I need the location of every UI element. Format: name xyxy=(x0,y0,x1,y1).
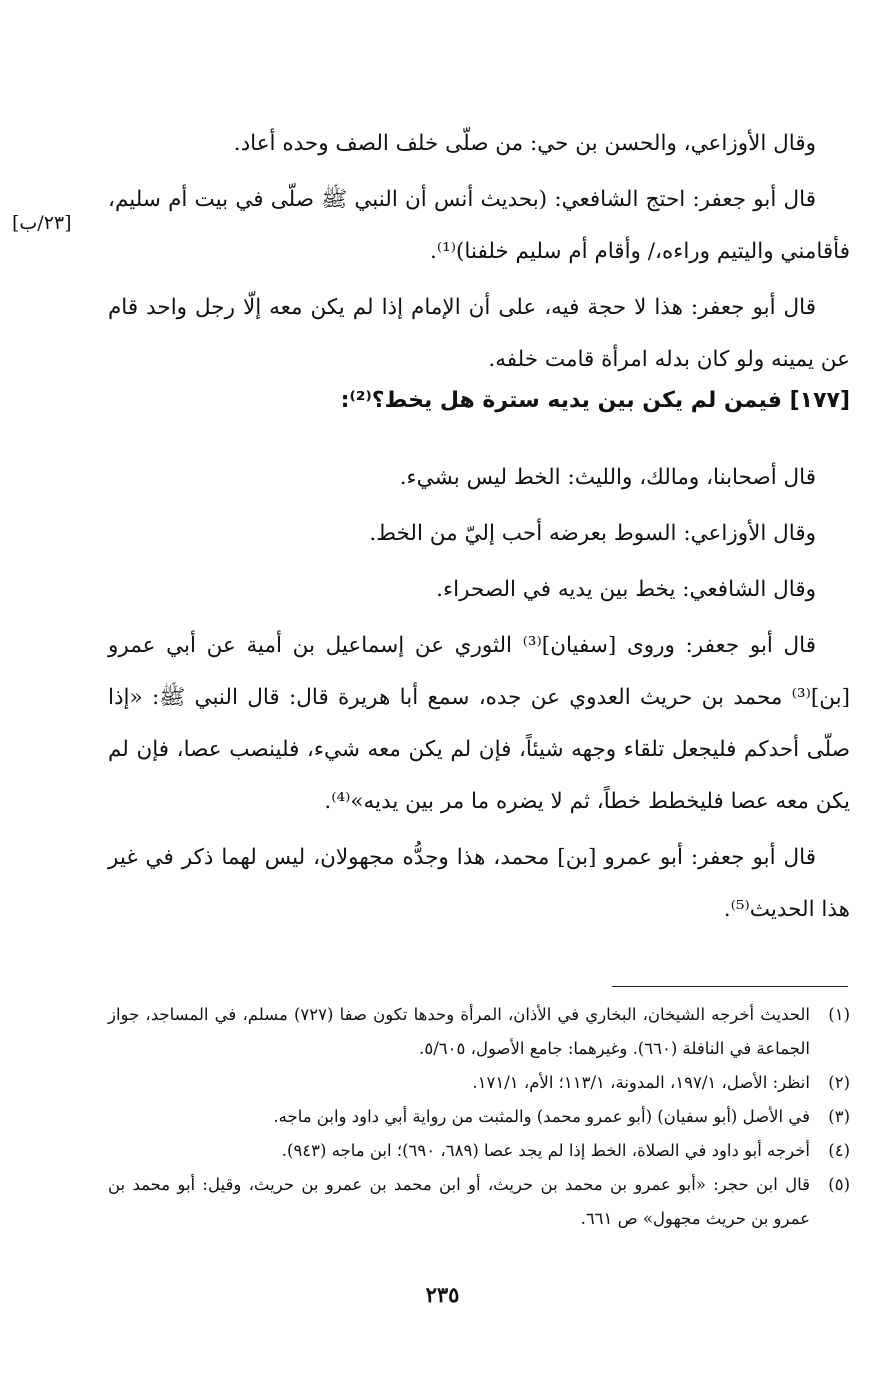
footnote xyxy=(108,1134,850,1168)
footnote-number: (٥) xyxy=(828,1175,850,1194)
footnote-separator xyxy=(612,986,848,987)
footnote xyxy=(108,1168,850,1236)
section-heading: [١٧٧] فيمن لم يكن بين يديه سترة هل يخط؟⁽²⁾: xyxy=(340,388,850,413)
footnote-text: أخرجه أبو داود في الصلاة، الخط إذا لم يجد عصا (٦٨٩، ٦٩٠)؛ ابن ماجه (٩٤٣). xyxy=(281,1141,810,1160)
footnote xyxy=(108,1066,850,1100)
margin-folio-note: [٢٣/ب] xyxy=(12,212,72,234)
paragraph: قال أبو جعفر: أبو عمرو [بن] محمد، هذا وجدُّه مجهولان، ليس لهما ذكر في غير هذا الحديث⁽⁵⁾. xyxy=(108,845,850,922)
body-text-top xyxy=(108,118,850,390)
body-text-bottom xyxy=(108,452,850,940)
footnote-number: (٤) xyxy=(828,1141,850,1160)
paragraph: قال أصحابنا، ومالك، والليث: الخط ليس بشيء. xyxy=(399,465,816,490)
footnote-number: (٣) xyxy=(828,1107,850,1126)
paragraph: قال أبو جعفر: هذا لا حجة فيه، على أن الإمام إذا لم يكن معه إلّا رجل واحد قام عن يمينه ولو كان بدله امرأة قامت خلفه. xyxy=(108,295,850,372)
footnotes xyxy=(108,998,850,1236)
footnote xyxy=(108,1100,850,1134)
paragraph: وقال الشافعي: يخط بين يديه في الصحراء. xyxy=(436,577,816,602)
page-number: ٢٣٥ xyxy=(425,1282,460,1307)
paragraph: وقال الأوزاعي، والحسن بن حي: من صلّى خلف الصف وحده أعاد. xyxy=(233,131,816,156)
footnote-number: (١) xyxy=(828,1005,850,1024)
footnote-number: (٢) xyxy=(828,1073,850,1092)
footnote-text: الحديث أخرجه الشيخان، البخاري في الأذان، المرأة وحدها تكون صفا (٧٢٧) مسلم، في المساجد، جواز الجماعة في النافلة (٦٦٠). وغيرهما: جامع الأصول، ٥/٦٠٥. xyxy=(108,1005,810,1058)
footnote-text: قال ابن حجر: «أبو عمرو بن محمد بن حريث، أو ابن محمد بن عمرو بن حريث، وقيل: أبو محمد بن عمرو بن حريث مجهول» ص ٦٦١. xyxy=(108,1175,810,1228)
paragraph: وقال الأوزاعي: السوط بعرضه أحب إليّ من الخط. xyxy=(369,521,816,546)
footnote-text: انظر: الأصل، ١٩٧/١، المدونة، ١١٣/١؛ الأم، ١٧١/١. xyxy=(472,1073,810,1092)
paragraph: قال أبو جعفر: وروى [سفيان]⁽³⁾ الثوري عن إسماعيل بن أمية عن أبي عمرو [بن]⁽³⁾ محمد بن حريث العدوي عن جده، سمع أبا هريرة قال: قال النبي ﷺ: «إذا صلّى أحدكم فليجعل تلقاء وجهه شيئاً، فإن لم يكن معه شيء، فلينصب عصا، فإن لم يكن معه عصا فليخطط خطاً، ثم لا يضره ما مر بين يديه»⁽⁴⁾. xyxy=(108,633,850,814)
paragraph: قال أبو جعفر: احتج الشافعي: (بحديث أنس أن النبي ﷺ صلّى في بيت أم سليم، فأقامني واليتيم وراءه،/ وأقام أم سليم خلفنا)⁽¹⁾. xyxy=(108,187,850,264)
footnote-text: في الأصل (أبو سفيان) (أبو عمرو محمد) والمثبت من رواية أبي داود وابن ماجه. xyxy=(273,1107,810,1126)
footnote xyxy=(108,998,850,1066)
